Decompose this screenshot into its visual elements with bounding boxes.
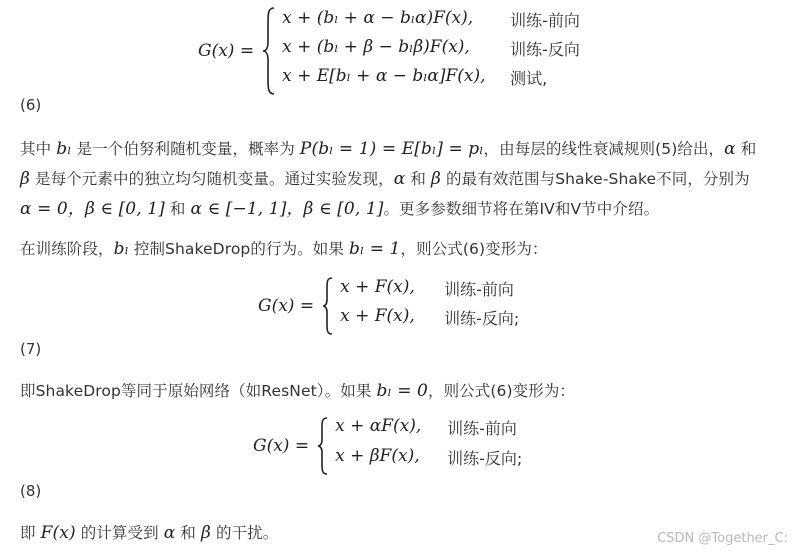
para4-math: F(x) (40, 523, 76, 543)
equation-8-row (335, 416, 522, 446)
para1-math: bₗ (56, 139, 72, 159)
para4-text: 的干扰。 (210, 524, 279, 542)
equation-6-row (282, 66, 580, 95)
equation-7 (258, 276, 519, 336)
para1-text: 和 (405, 170, 432, 188)
para4-text: 的计算受到 (75, 524, 164, 542)
para2-text: 控制ShakeDrop的行为。如果 (128, 240, 349, 258)
equation-7-label: 训练-前向 (444, 280, 514, 299)
equation-8-label: 训练-前向 (447, 419, 517, 438)
equation-6 (198, 6, 580, 96)
equation-6-label: 测试, (510, 68, 548, 88)
para1-text: 是一个伯努利随机变量，概率为 (71, 140, 300, 158)
para1-text: 和 (735, 140, 757, 158)
equation-6-lhs: G(x) = (198, 41, 255, 61)
para1-text: 。更多参数细节将在第IV和V节中介绍。 (383, 200, 660, 218)
para2-text: 在训练阶段， (20, 240, 114, 258)
para1-text: 其中 (20, 140, 57, 158)
para4-math: α (163, 523, 176, 543)
equation-8-label: 训练-反向; (447, 449, 523, 468)
equation-6-row (282, 37, 580, 66)
para1-math: β (20, 169, 30, 189)
watermark: CSDN @Together_C: (657, 531, 788, 546)
para1-math: α = 0，β ∈ [0, 1] (20, 199, 165, 219)
equation-7-label: 训练-反向; (444, 309, 520, 328)
para1-math: α (393, 169, 406, 189)
para3-text: ，则公式(6)变形为： (427, 382, 576, 400)
para1-math: P(bₗ = 1) = E[bₗ] = pₗ (299, 139, 484, 159)
equation-6-expr: x + E[bₗ + α − bₗα]F(x), (282, 65, 486, 86)
equation-8-row (335, 446, 522, 476)
paragraph-1 (20, 134, 780, 224)
para4-math: β (201, 523, 211, 543)
left-brace-icon (262, 6, 276, 96)
equation-8-lhs: G(x) = (253, 436, 310, 456)
equation-8-cases (335, 416, 522, 476)
equation-7-cases (340, 277, 519, 335)
equation-7-number: (7) (20, 340, 42, 358)
equation-7-lhs: G(x) = (258, 296, 315, 316)
para1-text: 是每个元素中的独立均匀随机变量。通过实验发现， (29, 170, 394, 188)
para1-math: α (724, 139, 736, 159)
para4-text: 即 (20, 524, 41, 542)
equation-8-number: (8) (20, 482, 42, 500)
equation-7-row (340, 277, 519, 306)
equation-8-expr: x + αF(x), (335, 416, 422, 436)
para3-math: bₗ = 0 (376, 381, 428, 401)
para2-text: ，则公式(6)变形为： (400, 240, 548, 258)
equation-6-label: 训练-前向 (510, 10, 580, 30)
equation-6-expr: x + (bₗ + β − bₗβ)F(x), (282, 36, 470, 57)
paragraph-2 (20, 234, 780, 264)
para1-text: ，由每层的线性衰减规则(5)给出， (483, 140, 725, 158)
equation-7-row (340, 306, 519, 335)
equation-7-expr: x + F(x), (340, 277, 415, 297)
equation-8-expr: x + βF(x), (335, 446, 420, 466)
equation-6-row (282, 8, 580, 37)
para2-math: bₗ = 1 (349, 239, 401, 259)
left-brace-icon (322, 276, 334, 336)
paragraph-3 (20, 376, 780, 406)
equation-8 (253, 416, 522, 476)
para1-math: β (431, 169, 441, 189)
equation-7-expr: x + F(x), (340, 306, 415, 326)
equation-6-number: (6) (20, 96, 42, 114)
para1-text: 的最有效范围与Shake-Shake不同，分别为 (440, 170, 750, 188)
para1-math: α ∈ [−1, 1]，β ∈ [0, 1] (190, 199, 384, 219)
para2-math: bₗ (113, 239, 129, 259)
equation-6-cases (282, 8, 580, 95)
para4-text: 和 (175, 524, 202, 542)
equation-6-expr: x + (bₗ + α − bₗα)F(x), (282, 7, 474, 28)
equation-6-label: 训练-反向 (510, 39, 580, 59)
left-brace-icon (317, 416, 329, 476)
para1-text: 和 (164, 200, 191, 218)
para3-text: 即ShakeDrop等同于原始网络（如ResNet）。如果 (20, 382, 377, 400)
